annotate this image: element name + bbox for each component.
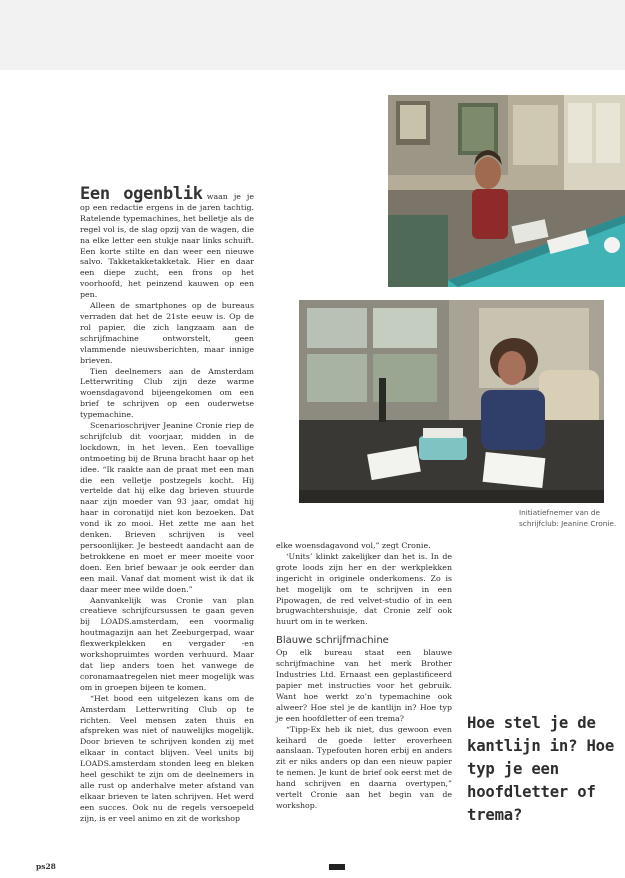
paragraph: “Tipp-Ex heb ik niet, dus gewoon even keihard de goede letter eroverheen aanslaan. Typefouten horen erbij en anders zit er niks anders op dan een nieuw papier te nemen. Je kunt de brief ook eerst met de hand schrijven en daarna overtypen,” vertelt Cronie aan het begin van de workshop. <box>276 724 452 810</box>
photo-workshop-room <box>388 95 625 287</box>
subheading: Blauwe schrijfmachine <box>276 635 389 647</box>
photo-caption: Initiatiefnemer van de schrijfclub: Jeanine Cronie. <box>519 508 617 528</box>
top-band <box>0 0 625 70</box>
paragraph: Aanvankelijk was Cronie van plan creatieve schrijfcursussen te gaan geven bij LOADS.amsterdam, een voormalig houtmagazijn aan het Zeeburgerpad, waar flexwerkplekken en vergader -en workshopruimtes worden verhuurd. Maar dat liep anders toen het vanwege de coronamaatregelen niet meer mogelijk was om in groepen bijeen te komen. <box>80 595 254 692</box>
paragraph: Alleen de smartphones op de bureaus verraden dat het de 21ste eeuw is. Op de rol papier, die zich langzaam aan de schrijfmachine ontworstelt, geen vlammende nieuwsberichten, maar innige brieven. <box>80 301 254 365</box>
article-column-2 <box>276 541 452 812</box>
article-column-1 <box>80 184 254 825</box>
paragraph: Scenarioschrijver Jeanine Cronie riep de schrijfclub dit voorjaar, midden in de lockdown, in het leven. Een toevallige ontmoeting bij de Bruna bracht haar op het idee. “Ik raakte aan de praat met een man die een velletje postzegels kocht. Hij vertelde dat hij elke dag brieven stuurde naar zijn moeder van 93 jaar, omdat hij haar in coronatijd niet kon bezoeken. Dat vond ik zo mooi. Het zette me aan het denken. Brieven schrijven is veel persoonlijker. Je besteedt aandacht aan de betrokkene en moet er meer moeite voor doen. Een brief bewaar je ook eerder dan een mail. Vanaf dat moment wist ik dat ik daar meer mee wilde doen.” <box>80 421 254 594</box>
pull-quote: Hoe stel je de kantlijn in? Hoe typ je een hoofdletter of trema? <box>467 714 615 824</box>
lead-word: Een ogenblik <box>80 184 203 204</box>
paragraph: elke woensdagavond vol,” zegt Cronie. <box>276 541 431 550</box>
paragraph-text: waan je je op een redactie ergens in de jaren tachtig. Ratelende typemachines, het belletje als de regel vol is, de slag opzij van de wagen, die na elke letter een stukje naar links schuift. Een korte stilte en dan weer een nieuwe salvo. Takketakketakketak. Hier en daar een diepe zucht, een frons op het voorhoofd, het peinzend kauwen op een pen. <box>80 192 254 300</box>
end-mark <box>329 864 345 870</box>
paragraph: Op elk bureau staat een blauwe schrijfmachine van het merk Brother Industries Ltd. Ernaast een geplastificeerd papier met instructies voor het gebruik. Want hoe werkt zo’n typemachine ook alweer? Hoe stel je de kantlijn in? Hoe typ je een hoofdletter of een trema? <box>276 648 452 723</box>
paragraph: ‘Units’ klinkt zakelijker dan het is. In de grote loods zijn her en der werkplekken ingericht in originele onderkomens. Zo is het mogelijk om te schrijven in een Pipowagen, de red velvet-studio of in een brugwachtershuisje, dat Cronie zelf ook huurt om in te werken. <box>276 551 452 627</box>
paragraph <box>80 184 254 301</box>
page-number: ps28 <box>36 862 56 871</box>
paragraph: “Het bood een uitgelezen kans om de Amsterdam Letterwriting Club op te richten. Veel mensen zaten thuis en afspreken was niet of nauwelijks mogelijk. Door brieven te schrijven konden zij met elkaar in contact blijven. Veel units bij LOADS.amsterdam stonden leeg en bleken heel geschikt te zijn om de deelnemers in alle rust op anderhalve meter afstand van elkaar brieven te laten schrijven. Het werd een succes. Ook nu de regels versoepeld zijn, is er veel animo en zit de workshop <box>80 693 254 823</box>
paragraph: Tien deelnemers aan de Amsterdam Letterwriting Club zijn deze warme woensdagavond bijeengekomen om een brief te schrijven op een ouderwetse typemachine. <box>80 366 254 420</box>
photo-jeanine-cronie <box>299 300 604 503</box>
